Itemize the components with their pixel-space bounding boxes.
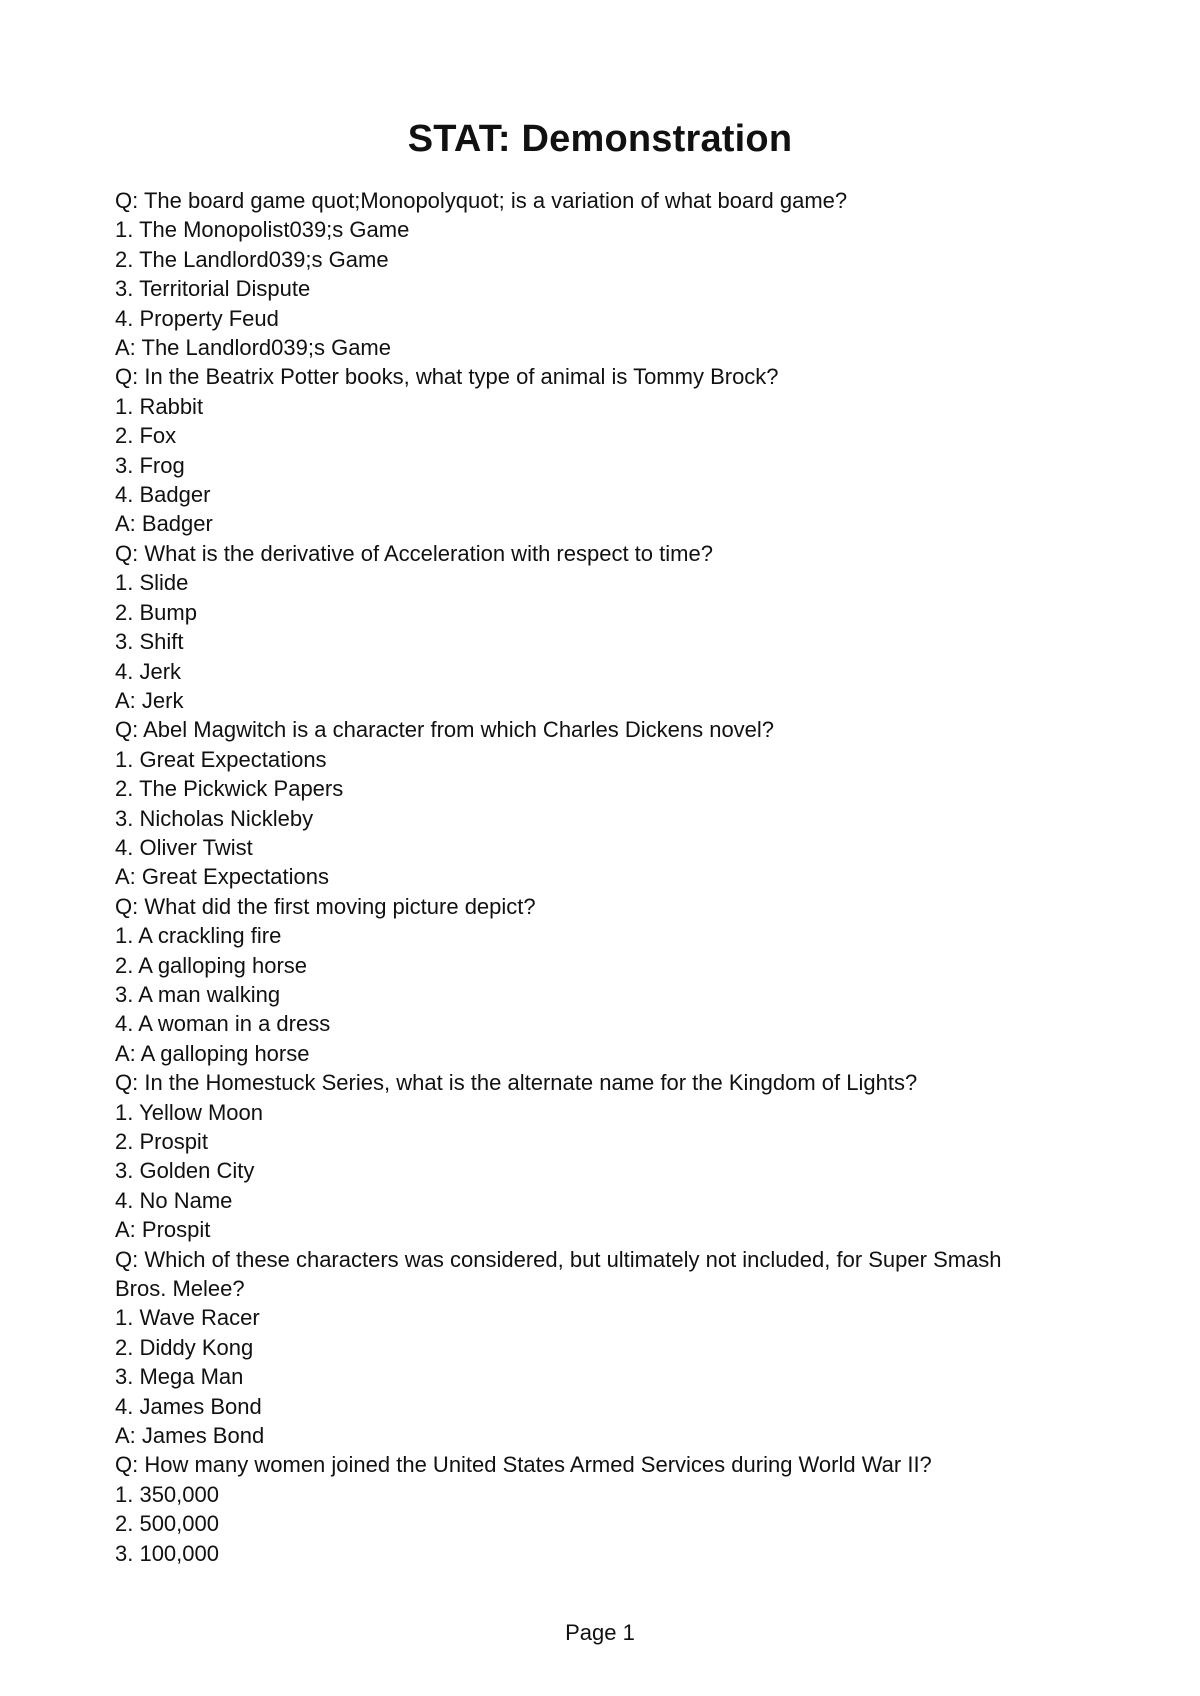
- answer-option: 1. The Monopolist039;s Game: [115, 217, 410, 243]
- answer-option: 3. Nicholas Nickleby: [115, 805, 314, 831]
- answer-option: 3. Territorial Dispute: [115, 276, 311, 302]
- correct-answer: A: A galloping horse: [115, 1040, 310, 1066]
- answer-option: 2. Diddy Kong: [115, 1334, 254, 1360]
- answer-option: 2. Fox: [115, 423, 177, 449]
- answer-option: 3. Golden City: [115, 1158, 255, 1184]
- question-text: Q: Abel Magwitch is a character from which Charles Dickens novel?: [115, 717, 775, 743]
- question-list: [115, 186, 1045, 1568]
- answer-option: 3. Shift: [115, 629, 184, 655]
- answer-option: 2. The Pickwick Papers: [115, 776, 344, 802]
- answer-option: 4. No Name: [115, 1187, 233, 1213]
- answer-option: 2. Bump: [115, 599, 197, 625]
- correct-answer: A: Jerk: [115, 687, 184, 713]
- answer-option: 4. James Bond: [115, 1393, 262, 1419]
- answer-option: 1. Great Expectations: [115, 746, 327, 772]
- question-block: [115, 715, 1045, 891]
- correct-answer: A: Badger: [115, 511, 213, 537]
- answer-option: 1. Rabbit: [115, 393, 204, 419]
- answer-option: 1. A crackling fire: [115, 923, 282, 949]
- correct-answer: A: James Bond: [115, 1423, 265, 1449]
- question-block: [115, 1245, 1045, 1451]
- answer-option: 1. Slide: [115, 570, 189, 596]
- correct-answer: A: Prospit: [115, 1217, 211, 1243]
- question-block: [115, 1450, 1045, 1568]
- answer-option: 1. Yellow Moon: [115, 1099, 263, 1125]
- answer-option: 4. Oliver Twist: [115, 834, 253, 860]
- question-block: [115, 892, 1045, 1068]
- correct-answer: A: Great Expectations: [115, 864, 329, 890]
- answer-option: 4. Property Feud: [115, 305, 279, 331]
- answer-option: 4. Jerk: [115, 658, 182, 684]
- question-text: Q: What is the derivative of Acceleration with respect to time?: [115, 540, 713, 566]
- answer-option: 1. Wave Racer: [115, 1305, 260, 1331]
- question-text: Q: How many women joined the United States Armed Services during World War II?: [115, 1452, 932, 1478]
- answer-option: 2. The Landlord039;s Game: [115, 246, 389, 272]
- answer-option: 4. A woman in a dress: [115, 1011, 331, 1037]
- correct-answer: A: The Landlord039;s Game: [115, 335, 391, 361]
- document-title: STAT: Demonstration: [407, 118, 793, 160]
- answer-option: 2. 500,000: [115, 1511, 219, 1537]
- page-number: Page 1: [565, 1620, 635, 1645]
- answer-option: 3. A man walking: [115, 981, 281, 1007]
- answer-option: 3. Mega Man: [115, 1364, 244, 1390]
- answer-option: 4. Badger: [115, 482, 211, 508]
- question-text: Q: Which of these characters was considered, but ultimately not included, for Super Smash Bros. Melee?: [115, 1246, 1002, 1302]
- answer-option: 2. A galloping horse: [115, 952, 308, 978]
- answer-option: 1. 350,000: [115, 1481, 219, 1507]
- question-block: [115, 539, 1045, 715]
- question-text: Q: In the Beatrix Potter books, what type of animal is Tommy Brock?: [115, 364, 779, 390]
- answer-option: 3. 100,000: [115, 1540, 219, 1566]
- answer-option: 2. Prospit: [115, 1129, 208, 1154]
- question-text: Q: In the Homestuck Series, what is the alternate name for the Kingdom of Lights?: [115, 1070, 918, 1096]
- question-block: [115, 1068, 1045, 1244]
- question-block: [115, 186, 1045, 362]
- question-text: Q: The board game quot;Monopolyquot; is a variation of what board game?: [115, 188, 848, 213]
- question-block: [115, 362, 1045, 538]
- question-text: Q: What did the first moving picture depict?: [115, 893, 536, 919]
- answer-option: 3. Frog: [115, 452, 185, 478]
